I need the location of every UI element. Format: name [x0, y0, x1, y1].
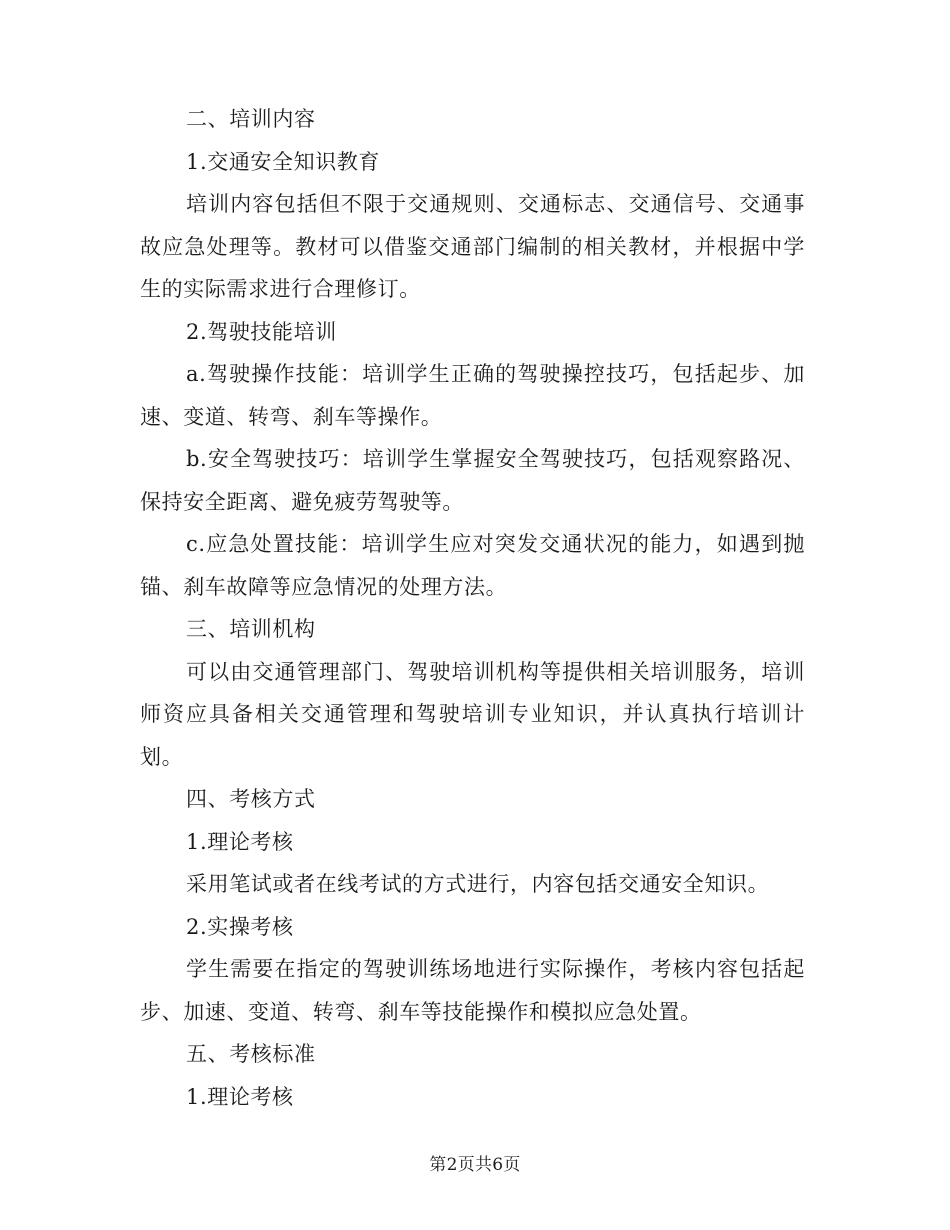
section-heading-assessment-method: 四、考核方式 — [186, 787, 316, 811]
subheading-driving-skills: 2.驾驶技能培训 — [186, 319, 337, 344]
subheading-traffic-safety-education: 1.交通安全知识教育 — [186, 149, 381, 174]
paragraph-training-institution: 可以由交通管理部门、驾驶培训机构等提供相关培训服务，培训师资应具备相关交通管理和驾驶培训专业知识，并认真执行培训计划。 — [140, 659, 805, 769]
paragraph-practical-assessment: 学生需要在指定的驾驶训练场地进行实际操作，考核内容包括起步、加速、变道、转弯、刹车等技能操作和模拟应急处置。 — [140, 957, 805, 1024]
section-heading-assessment-standard: 五、考核标准 — [186, 1042, 316, 1066]
section-heading-training-content: 二、培训内容 — [186, 107, 316, 131]
document-body — [140, 98, 805, 1118]
paragraph-theory-assessment: 采用笔试或者在线考试的方式进行，内容包括交通安全知识。 — [186, 872, 770, 896]
list-item-safe-driving: b.安全驾驶技巧：培训学生掌握安全驾驶技巧，包括观察路况、保持安全距离、避免疲劳驾驶等。 — [140, 447, 805, 514]
list-item-emergency-handling: c.应急处置技能：培训学生应对突发交通状况的能力，如遇到抛锚、刹车故障等应急情况的处理方法。 — [140, 532, 805, 599]
paragraph-training-content: 培训内容包括但不限于交通规则、交通标志、交通信号、交通事故应急处理等。教材可以借鉴交通部门编制的相关教材，并根据中学生的实际需求进行合理修订。 — [140, 192, 805, 301]
subheading-theory-assessment: 1.理论考核 — [186, 829, 294, 854]
section-heading-training-institution: 三、培训机构 — [186, 617, 316, 641]
subheading-practical-assessment: 2.实操考核 — [186, 914, 294, 939]
page-number-footer: 第2页共6页 — [429, 1155, 521, 1175]
subheading-theory-assessment-standard: 1.理论考核 — [186, 1084, 294, 1109]
list-item-driving-operation: a.驾驶操作技能：培训学生正确的驾驶操控技巧，包括起步、加速、变道、转弯、刹车等操作。 — [140, 362, 805, 429]
